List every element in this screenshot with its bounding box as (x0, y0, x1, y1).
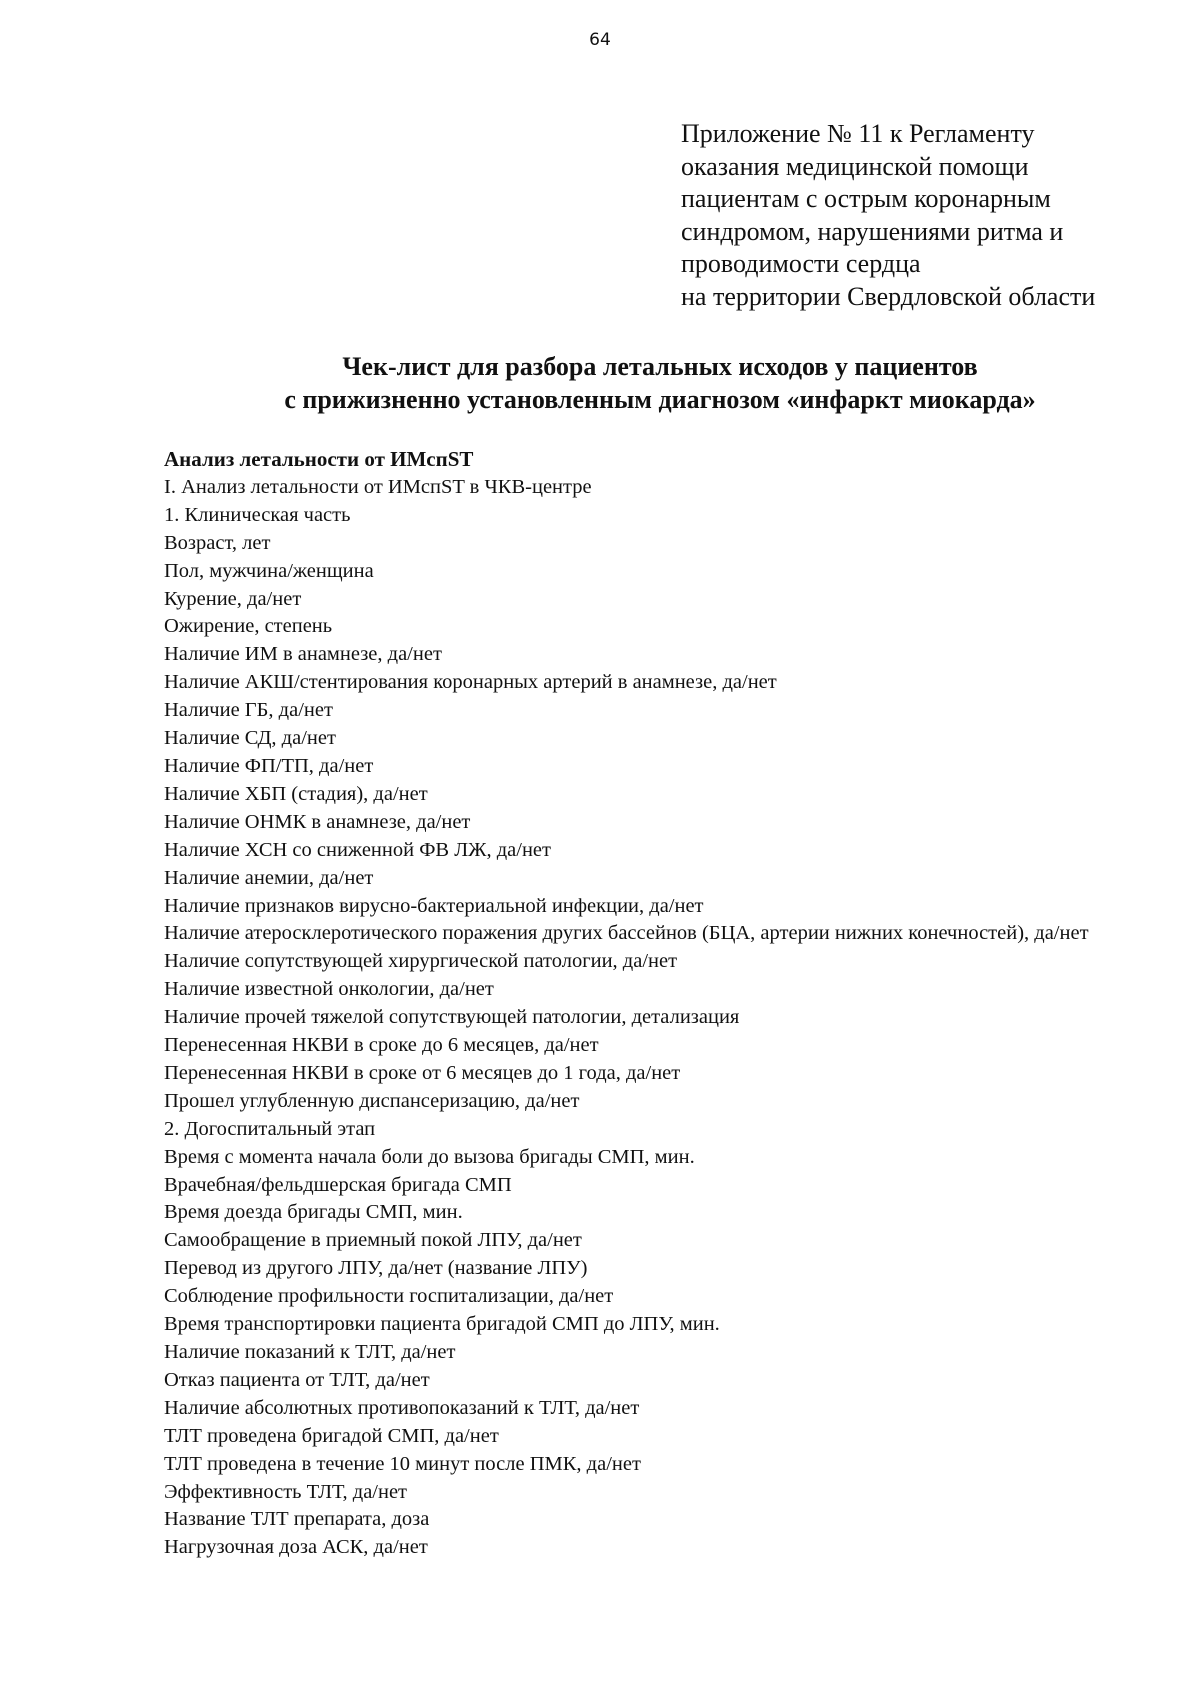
page-number: 64 (589, 30, 611, 50)
document-title-line: Чек-лист для разбора летальных исходов у пациентов (342, 352, 978, 381)
checklist-line: Наличие прочей тяжелой сопутствующей патологии, детализация (164, 1006, 740, 1029)
checklist-line: Наличие атеросклеротического поражения других бассейнов (БЦА, артерии нижних конечностей), да/нет (164, 922, 1089, 945)
checklist-line: Наличие сопутствующей хирургической патологии, да/нет (164, 950, 678, 973)
checklist-line: Название ТЛТ препарата, доза (164, 1508, 430, 1531)
checklist-line: Наличие анемии, да/нет (164, 866, 374, 889)
checklist-line: Время доезда бригады СМП, мин. (164, 1201, 463, 1224)
checklist-line: Пол, мужчина/женщина (164, 559, 374, 582)
checklist-line: Врачебная/фельдшерская бригада СМП (164, 1173, 512, 1196)
appendix-line: синдромом, нарушениями ритма и (681, 216, 1064, 246)
checklist-line: I. Анализ летальности от ИМспST в ЧКВ-центре (164, 475, 592, 498)
checklist-line: ТЛТ проведена в течение 10 минут после ПМК, да/нет (164, 1452, 641, 1475)
checklist-line: ТЛТ проведена бригадой СМП, да/нет (164, 1424, 499, 1447)
checklist-line: Наличие известной онкологии, да/нет (164, 978, 494, 1001)
checklist-line: Время транспортировки пациента бригадой СМП до ЛПУ, мин. (164, 1313, 720, 1336)
document-title (0, 350, 1200, 416)
checklist-line: Наличие ХБП (стадия), да/нет (164, 782, 428, 805)
checklist-line: Возраст, лет (164, 531, 271, 554)
appendix-line: Приложение № 11 к Регламенту (681, 119, 1035, 148)
checklist-line: Нагрузочная доза АСК, да/нет (164, 1536, 428, 1559)
checklist-line: Перенесенная НКВИ в сроке от 6 месяцев до 1 года, да/нет (164, 1061, 681, 1084)
checklist-line: Наличие СД, да/нет (164, 727, 336, 750)
section-heading: Анализ летальности от ИМспST (164, 447, 474, 471)
checklist-line: Наличие показаний к ТЛТ, да/нет (164, 1341, 456, 1363)
checklist-line: Наличие АКШ/стентирования коронарных артерий в анамнезе, да/нет (164, 671, 777, 694)
checklist-line: Отказ пациента от ТЛТ, да/нет (164, 1368, 430, 1391)
checklist-line: Соблюдение профильности госпитализации, да/нет (164, 1285, 614, 1308)
checklist-line: Перенесенная НКВИ в сроке до 6 месяцев, да/нет (164, 1034, 599, 1057)
checklist-line: Наличие ИМ в анамнезе, да/нет (164, 643, 442, 666)
checklist-line: Эффективность ТЛТ, да/нет (164, 1480, 408, 1503)
checklist-line: 2. Догоспитальный этап (164, 1117, 376, 1140)
document-title-line: с прижизненно установленным диагнозом «инфаркт миокарда» (284, 385, 1036, 414)
checklist-line: 1. Клиническая часть (164, 503, 351, 526)
appendix-line: проводимости сердца (681, 249, 921, 278)
checklist-line: Перевод из другого ЛПУ, да/нет (название ЛПУ) (164, 1257, 588, 1280)
checklist-line: Наличие абсолютных противопоказаний к ТЛТ, да/нет (164, 1396, 640, 1419)
checklist-line: Наличие признаков вирусно-бактериальной инфекции, да/нет (164, 894, 704, 917)
appendix-line: на территории Свердловской области (681, 281, 1096, 311)
checklist-line: Наличие ХСН со сниженной ФВ ЛЖ, да/нет (164, 838, 551, 861)
checklist-content (104, 446, 1136, 1562)
checklist-line: Наличие ГБ, да/нет (164, 699, 333, 722)
checklist-line: Наличие ОНМК в анамнезе, да/нет (164, 810, 471, 833)
checklist-line: Прошел углубленную диспансеризацию, да/нет (164, 1089, 580, 1112)
checklist-line: Самообращение в приемный покой ЛПУ, да/нет (164, 1229, 582, 1252)
checklist-line: Ожирение, степень (164, 615, 333, 638)
checklist-line: Наличие ФП/ТП, да/нет (164, 754, 374, 777)
appendix-line: оказания медицинской помощи (681, 151, 1029, 181)
appendix-line: пациентам с острым коронарным (681, 184, 1051, 213)
appendix-block (681, 118, 1181, 313)
checklist-line: Время с момента начала боли до вызова бригады СМП, мин. (164, 1145, 695, 1168)
checklist-line: Курение, да/нет (164, 587, 302, 610)
